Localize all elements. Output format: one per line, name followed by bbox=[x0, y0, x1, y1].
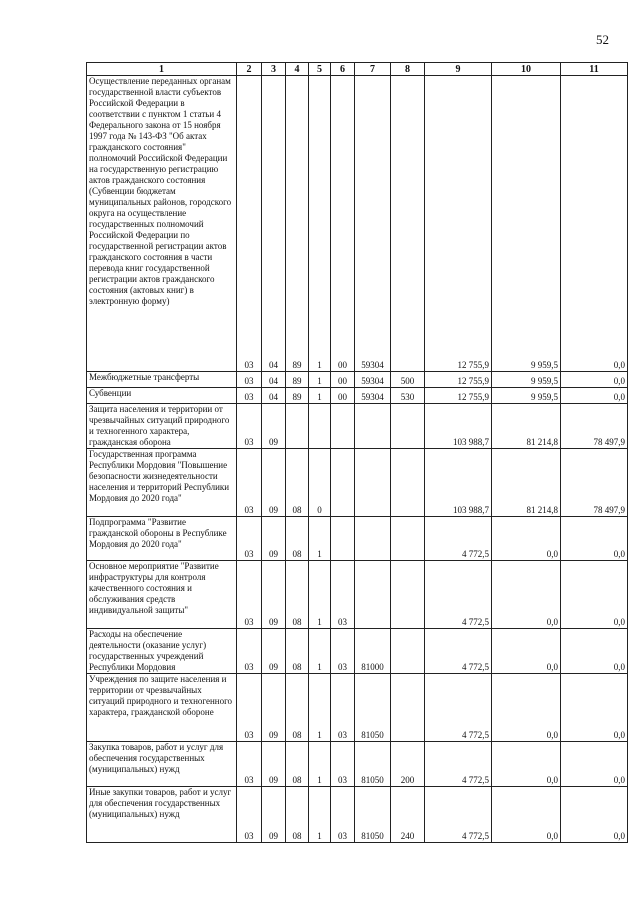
cell-8 bbox=[391, 449, 425, 517]
cell-7 bbox=[355, 561, 391, 629]
col-header-5: 5 bbox=[309, 63, 331, 76]
row-name: Основное мероприятие "Развитие инфраструктуры для контроля качественного состояния и обслуживания средств индивидуальной защиты" bbox=[87, 561, 237, 629]
cell-4: 89 bbox=[286, 388, 309, 404]
cell-4 bbox=[286, 404, 309, 449]
cell-8 bbox=[391, 674, 425, 742]
col-header-6: 6 bbox=[331, 63, 355, 76]
cell-4: 08 bbox=[286, 561, 309, 629]
cell-10: 0,0 bbox=[492, 787, 561, 843]
cell-11: 0,0 bbox=[561, 674, 628, 742]
cell-3: 09 bbox=[262, 561, 286, 629]
row-name: Расходы на обеспечение деятельности (оказание услуг) государственных учреждений Республики Мордовия bbox=[87, 629, 237, 674]
cell-8: 500 bbox=[391, 372, 425, 388]
row-name: Межбюджетные трансферты bbox=[87, 372, 237, 388]
cell-8: 200 bbox=[391, 742, 425, 787]
cell-6 bbox=[331, 404, 355, 449]
cell-3: 09 bbox=[262, 449, 286, 517]
table-row bbox=[87, 517, 628, 561]
cell-6: 03 bbox=[331, 674, 355, 742]
cell-6: 00 bbox=[331, 372, 355, 388]
cell-9: 12 755,9 bbox=[425, 372, 492, 388]
cell-5: 1 bbox=[309, 517, 331, 561]
cell-2: 03 bbox=[237, 404, 262, 449]
cell-4: 89 bbox=[286, 372, 309, 388]
cell-10: 0,0 bbox=[492, 742, 561, 787]
header-row bbox=[87, 63, 628, 76]
row-name: Иные закупки товаров, работ и услуг для обеспечения государственных (муниципальных) нужд bbox=[87, 787, 237, 843]
table-row bbox=[87, 404, 628, 449]
cell-6: 00 bbox=[331, 388, 355, 404]
cell-7: 81050 bbox=[355, 742, 391, 787]
col-header-11: 11 bbox=[561, 63, 628, 76]
cell-2: 03 bbox=[237, 787, 262, 843]
cell-5: 1 bbox=[309, 629, 331, 674]
cell-10: 9 959,5 bbox=[492, 372, 561, 388]
col-header-9: 9 bbox=[425, 63, 492, 76]
cell-3: 09 bbox=[262, 742, 286, 787]
cell-11: 0,0 bbox=[561, 76, 628, 372]
table-row bbox=[87, 742, 628, 787]
cell-5: 0 bbox=[309, 449, 331, 517]
cell-9: 4 772,5 bbox=[425, 561, 492, 629]
cell-4: 08 bbox=[286, 674, 309, 742]
col-header-10: 10 bbox=[492, 63, 561, 76]
cell-10: 81 214,8 bbox=[492, 449, 561, 517]
row-name: Подпрограмма "Развитие гражданской обороны в Республике Мордовия до 2020 года" bbox=[87, 517, 237, 561]
table-row bbox=[87, 449, 628, 517]
cell-6: 00 bbox=[331, 76, 355, 372]
cell-2: 03 bbox=[237, 674, 262, 742]
cell-8: 240 bbox=[391, 787, 425, 843]
cell-10: 0,0 bbox=[492, 674, 561, 742]
cell-2: 03 bbox=[237, 388, 262, 404]
cell-11: 0,0 bbox=[561, 742, 628, 787]
cell-2: 03 bbox=[237, 629, 262, 674]
cell-11: 0,0 bbox=[561, 372, 628, 388]
cell-7: 59304 bbox=[355, 76, 391, 372]
cell-5: 1 bbox=[309, 787, 331, 843]
cell-9: 103 988,7 bbox=[425, 404, 492, 449]
cell-8 bbox=[391, 76, 425, 372]
cell-3: 09 bbox=[262, 629, 286, 674]
cell-11: 0,0 bbox=[561, 388, 628, 404]
cell-10: 0,0 bbox=[492, 629, 561, 674]
cell-3: 04 bbox=[262, 372, 286, 388]
page-number: 52 bbox=[596, 32, 609, 47]
cell-7 bbox=[355, 449, 391, 517]
table-row bbox=[87, 561, 628, 629]
cell-9: 103 988,7 bbox=[425, 449, 492, 517]
col-header-8: 8 bbox=[391, 63, 425, 76]
cell-8 bbox=[391, 561, 425, 629]
table-row bbox=[87, 674, 628, 742]
col-header-2: 2 bbox=[237, 63, 262, 76]
row-name: Закупка товаров, работ и услуг для обеспечения государственных (муниципальных) нужд bbox=[87, 742, 237, 787]
cell-3: 09 bbox=[262, 404, 286, 449]
cell-4: 08 bbox=[286, 629, 309, 674]
cell-7: 59304 bbox=[355, 388, 391, 404]
cell-11: 0,0 bbox=[561, 629, 628, 674]
cell-11: 0,0 bbox=[561, 561, 628, 629]
cell-8: 530 bbox=[391, 388, 425, 404]
row-name: Защита населения и территории от чрезвычайных ситуаций природного и техногенного характера, гражданская оборона bbox=[87, 404, 237, 449]
col-header-1: 1 bbox=[87, 63, 237, 76]
cell-6: 03 bbox=[331, 561, 355, 629]
cell-4: 08 bbox=[286, 742, 309, 787]
cell-11: 0,0 bbox=[561, 787, 628, 843]
cell-9: 12 755,9 bbox=[425, 76, 492, 372]
budget-table bbox=[86, 62, 628, 843]
cell-4: 08 bbox=[286, 449, 309, 517]
cell-6 bbox=[331, 517, 355, 561]
table-row bbox=[87, 76, 628, 372]
cell-3: 09 bbox=[262, 517, 286, 561]
cell-3: 04 bbox=[262, 76, 286, 372]
cell-6: 03 bbox=[331, 742, 355, 787]
cell-3: 09 bbox=[262, 674, 286, 742]
cell-2: 03 bbox=[237, 372, 262, 388]
cell-11: 78 497,9 bbox=[561, 404, 628, 449]
cell-5 bbox=[309, 404, 331, 449]
cell-2: 03 bbox=[237, 517, 262, 561]
cell-2: 03 bbox=[237, 76, 262, 372]
cell-6: 03 bbox=[331, 629, 355, 674]
cell-7: 81050 bbox=[355, 674, 391, 742]
cell-6 bbox=[331, 449, 355, 517]
cell-2: 03 bbox=[237, 561, 262, 629]
cell-11: 78 497,9 bbox=[561, 449, 628, 517]
cell-9: 4 772,5 bbox=[425, 787, 492, 843]
table-row bbox=[87, 388, 628, 404]
cell-9: 4 772,5 bbox=[425, 674, 492, 742]
table-row bbox=[87, 372, 628, 388]
cell-7: 81050 bbox=[355, 787, 391, 843]
col-header-3: 3 bbox=[262, 63, 286, 76]
cell-9: 4 772,5 bbox=[425, 629, 492, 674]
cell-6: 03 bbox=[331, 787, 355, 843]
cell-3: 04 bbox=[262, 388, 286, 404]
cell-2: 03 bbox=[237, 449, 262, 517]
row-name: Осуществление переданных органам государственной власти субъектов Российской Федерации в соответствии с пунктом 1 статьи 4 Федерального закона от 15 ноября 1997 года № 143-ФЗ "Об актах гражданского состояния" полномочий Российской Федерации на государственную регистрацию актов гражданского состояния (Субвенции бюджетам муниципальных районов, городского округа на осуществление государственных полномочий Российской Федерации по государственной регистрации актов гражданского состояния в части перевода книг государственной регистрации актов гражданского состояния (актовых книг) в электронную форму) bbox=[87, 76, 237, 372]
cell-5: 1 bbox=[309, 76, 331, 372]
cell-10: 81 214,8 bbox=[492, 404, 561, 449]
cell-5: 1 bbox=[309, 742, 331, 787]
row-name: Государственная программа Республики Мордовия "Повышение безопасности жизнедеятельности населения и территорий Республики Мордовия до 2020 года" bbox=[87, 449, 237, 517]
cell-7: 59304 bbox=[355, 372, 391, 388]
cell-9: 4 772,5 bbox=[425, 742, 492, 787]
cell-8 bbox=[391, 629, 425, 674]
cell-5: 1 bbox=[309, 561, 331, 629]
table-row bbox=[87, 787, 628, 843]
row-name: Учреждения по защите населения и территории от чрезвычайных ситуаций природного и техногенного характера, гражданской обороне bbox=[87, 674, 237, 742]
row-name: Субвенции bbox=[87, 388, 237, 404]
cell-2: 03 bbox=[237, 742, 262, 787]
cell-5: 1 bbox=[309, 388, 331, 404]
cell-10: 9 959,5 bbox=[492, 76, 561, 372]
cell-4: 89 bbox=[286, 76, 309, 372]
cell-9: 12 755,9 bbox=[425, 388, 492, 404]
cell-8 bbox=[391, 517, 425, 561]
cell-11: 0,0 bbox=[561, 517, 628, 561]
cell-5: 1 bbox=[309, 674, 331, 742]
col-header-7: 7 bbox=[355, 63, 391, 76]
cell-4: 08 bbox=[286, 517, 309, 561]
cell-4: 08 bbox=[286, 787, 309, 843]
cell-10: 9 959,5 bbox=[492, 388, 561, 404]
cell-3: 09 bbox=[262, 787, 286, 843]
cell-7: 81000 bbox=[355, 629, 391, 674]
table-row bbox=[87, 629, 628, 674]
cell-9: 4 772,5 bbox=[425, 517, 492, 561]
cell-10: 0,0 bbox=[492, 561, 561, 629]
col-header-4: 4 bbox=[286, 63, 309, 76]
cell-5: 1 bbox=[309, 372, 331, 388]
cell-7 bbox=[355, 404, 391, 449]
cell-8 bbox=[391, 404, 425, 449]
cell-7 bbox=[355, 517, 391, 561]
cell-10: 0,0 bbox=[492, 517, 561, 561]
